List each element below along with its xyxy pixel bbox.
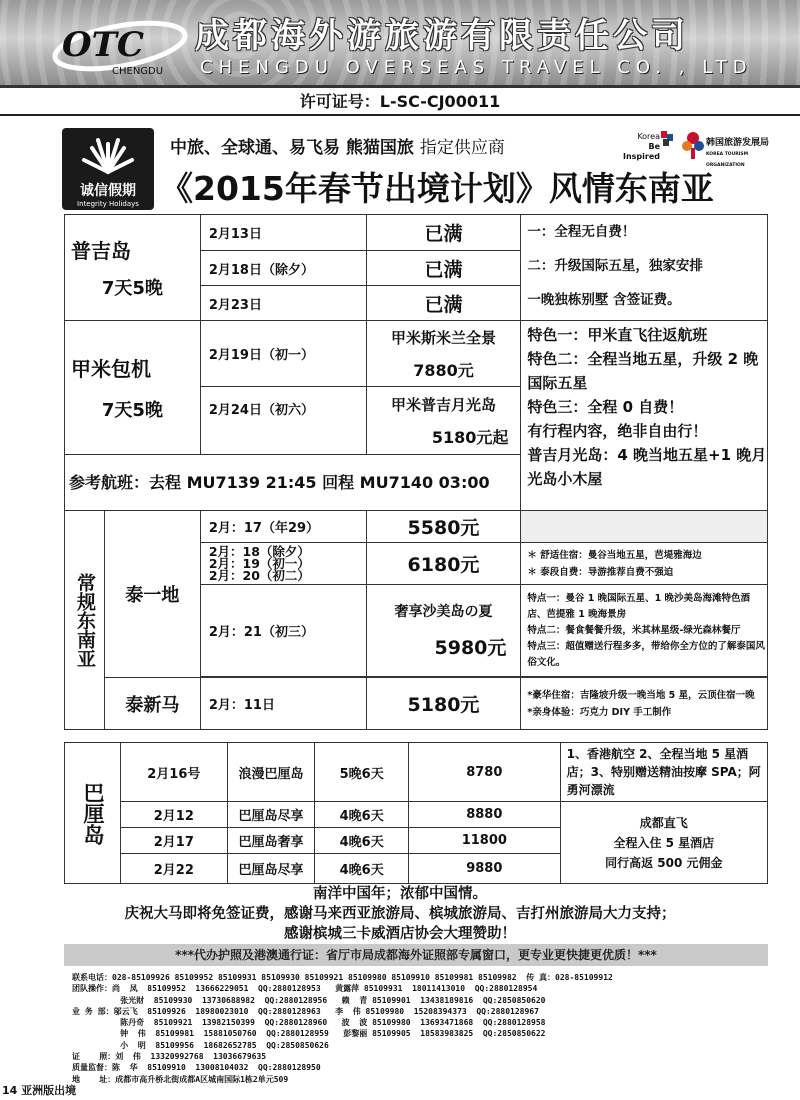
bali-label: 巴厘岛 bbox=[65, 743, 121, 884]
bali-date: 2月22 bbox=[121, 854, 228, 884]
bali-product: 浪漫巴厘岛 bbox=[227, 743, 315, 802]
bali-note2-line: 同行高返 500 元佣金 bbox=[605, 855, 723, 870]
kto-cn: 韩国旅游发展局 bbox=[706, 138, 770, 148]
logo-city: CHENGDU bbox=[112, 66, 164, 76]
phuket-status: 已满 bbox=[366, 286, 521, 321]
company-name-cn: 成都海外游旅游有限责任公司 bbox=[195, 16, 689, 56]
slogan-line: 感谢槟城三卡威酒店协会大理赞助！ bbox=[284, 926, 516, 942]
brand-en: Integrity Holidays bbox=[77, 200, 139, 208]
table-row bbox=[65, 678, 768, 730]
phuket-date: 2月18日（除夕） bbox=[200, 251, 366, 286]
bali-note2-line: 全程入住 5 星酒店 bbox=[613, 835, 715, 850]
company-name-en: CHENGDU OVERSEAS TRAVEL CO. , LTD bbox=[200, 57, 753, 78]
page-title: 《2015年春节出境计划》风情东南亚 bbox=[160, 169, 714, 208]
krabi-feature: 普吉月光岛：4 晚当地五星+1 晚月光岛小木屋 bbox=[527, 446, 767, 488]
krabi-product: 甲米普吉月光岛 bbox=[390, 395, 496, 414]
thai-note: ＊ 泰段自费：导游推荐自费不强迫 bbox=[527, 566, 674, 578]
thai-note2 bbox=[521, 585, 768, 677]
thai-note: ＊ 舒适住宿：曼谷当地五星，芭堤雅海边 bbox=[527, 549, 702, 561]
table-row bbox=[65, 321, 768, 387]
krabi-date: 2月24日（初六） bbox=[200, 387, 366, 455]
bali-table bbox=[64, 742, 768, 884]
bali-price: 8780 bbox=[409, 743, 561, 802]
thai-name: 泰一地 bbox=[104, 511, 200, 678]
phuket-notes bbox=[521, 215, 768, 321]
tsm-note: *豪华住宿：吉隆坡升级一晚当地 5 星，云顶住宿一晚 bbox=[527, 689, 755, 701]
bali-price: 11800 bbox=[409, 828, 561, 854]
krabi-duration: 7天5晚 bbox=[101, 400, 163, 421]
bali-days: 4晚6天 bbox=[315, 828, 409, 854]
partners-suffix: 指定供应商 bbox=[419, 138, 505, 158]
thai-date: 2月：21（初三） bbox=[200, 585, 366, 677]
brand-cn: 诚信假期 bbox=[80, 183, 136, 199]
phuket-note: 一：全程无自费！ bbox=[527, 224, 636, 240]
phuket-status: 已满 bbox=[366, 215, 521, 251]
thai-product-cell bbox=[366, 585, 521, 677]
integrity-holidays-logo bbox=[62, 128, 154, 210]
thai-feature: 特点二：餐食餐餐升级，米其林星级-绿光森林餐厅 bbox=[527, 624, 741, 636]
kto-en: KOREA TOURISM ORGANIZATION bbox=[706, 152, 749, 168]
slogan-line: 庆祝大马即将免签证费，感谢马来西亚旅游局、槟城旅游局、吉打州旅游局大力支持； bbox=[124, 906, 676, 922]
table-row bbox=[65, 802, 768, 828]
bali-price: 8880 bbox=[409, 802, 561, 828]
thai-date: 2月：17（年29） bbox=[200, 511, 366, 543]
visa-service-bar: ***代办护照及港澳通行证：省厅市局成都海外证照部专属窗口，更专业更快捷更优质！*** bbox=[64, 944, 768, 966]
phuket-duration: 7天5晚 bbox=[101, 278, 163, 299]
bali-price: 9880 bbox=[409, 854, 561, 884]
regular-label: 常规东南亚 bbox=[65, 511, 105, 730]
thai-price: 5980元 bbox=[434, 637, 507, 659]
krabi-product-cell bbox=[366, 321, 521, 387]
page-footer: 14 亚洲版出境 bbox=[2, 1084, 77, 1097]
thai-note1 bbox=[521, 543, 768, 585]
table-row bbox=[65, 743, 768, 802]
krabi-flight: 参考航班：去程 MU7139 21:45 回程 MU7140 03:00 bbox=[65, 455, 521, 511]
thai-product: 奢享沙美岛の夏 bbox=[394, 604, 493, 620]
krabi-features bbox=[521, 321, 768, 511]
phuket-status: 已满 bbox=[366, 251, 521, 286]
krabi-cell bbox=[65, 321, 201, 455]
bali-date: 2月12 bbox=[121, 802, 228, 828]
contact-list: 联系电话：028-85109926 85109952 85109931 85109930 85109921 85109980 85109910 85109981 85109982 传 真：028-85109912 团队操作：尚 凤 85109952 13666229051 QQ:2880128953 黄露萍 85109931 18011413010 QQ:2880128954 张光财 85109930 13730688982 QQ:2880128956 赖 青 85109901 13438189816 QQ:2850850620 业 务 部：邬云飞 85109926 18980023010 QQ:2880128963 李 伟 85109980 15208394373 QQ:2880128967 陈丹奇 85109921 13982150399 QQ:2880128960 波 波 85109980 13693471868 QQ:2880128958 钟 伟 85109981 15881050760 QQ:2880128959 彭黎丽 85109905 18583983825 QQ:2850850622 小 明 85109956 18682652785 QQ:2850850626 证 照：刘 伟 13320992768 13036679635 质量监督：陈 华 85109910 13008104032 QQ:2880128950 地 址：成都市高升桥北街成都A区城南国际1栋2单元509 bbox=[72, 973, 613, 1084]
krabi-product-cell bbox=[366, 387, 521, 455]
bali-product: 巴厘岛尽享 bbox=[227, 802, 315, 828]
table-row bbox=[65, 511, 768, 543]
be-inspired-text: Be Inspired bbox=[623, 142, 660, 161]
korea-brand-icon bbox=[660, 130, 674, 148]
thai-price: 5580元 bbox=[366, 511, 521, 543]
krabi-feature: 有行程内容，绝非自由行！ bbox=[527, 422, 708, 440]
bali-note2-line: 成都直飞 bbox=[639, 815, 688, 830]
tour-table bbox=[64, 214, 768, 730]
bali-days: 4晚6天 bbox=[315, 854, 409, 884]
thai-price: 6180元 bbox=[366, 543, 521, 585]
slogan-line: 南洋中国年；浓郁中国情。 bbox=[313, 886, 487, 902]
bali-date: 2月17 bbox=[121, 828, 228, 854]
kto-icon bbox=[680, 130, 706, 160]
bali-days: 4晚6天 bbox=[315, 802, 409, 828]
bali-note2 bbox=[560, 802, 767, 884]
krabi-price: 5180元起 bbox=[431, 427, 509, 447]
tsm-notes bbox=[521, 678, 768, 730]
flower-icon bbox=[78, 132, 138, 176]
tsm-price: 5180元 bbox=[366, 678, 521, 730]
krabi-feature: 特色一：甲米直飞往返航班 bbox=[527, 326, 708, 344]
tsm-note: *亲身体验：巧克力 DIY 手工制作 bbox=[527, 706, 672, 718]
partners-names: 中旅、全球通、易飞易 熊猫国旅 bbox=[170, 138, 414, 158]
empty-note bbox=[521, 511, 768, 543]
phuket-note: 二：升级国际五星，独家安排 bbox=[527, 258, 703, 274]
korea-logo-text: Korea bbox=[637, 132, 660, 141]
phuket-date: 2月23日 bbox=[200, 286, 366, 321]
partner-list bbox=[170, 133, 505, 158]
license-number: 许可证号：L-SC-CJ00011 bbox=[0, 88, 800, 116]
logo-text: OTC bbox=[62, 25, 144, 65]
phuket-cell bbox=[65, 215, 201, 321]
phuket-date: 2月13日 bbox=[200, 215, 366, 251]
krabi-price: 7880元 bbox=[413, 360, 474, 380]
thai-date: 2月：18（除夕） 2月：19（初一） 2月：20（初二） bbox=[200, 543, 366, 585]
korea-be-inspired-logo bbox=[610, 132, 660, 162]
otc-logo bbox=[50, 16, 190, 76]
krabi-date: 2月19日（初一） bbox=[200, 321, 366, 387]
tsm-date: 2月：11日 bbox=[200, 678, 366, 730]
bali-days: 5晚6天 bbox=[315, 743, 409, 802]
slogans bbox=[0, 884, 800, 944]
kto-text bbox=[706, 138, 780, 171]
krabi-feature: 特色三：全程 0 自费！ bbox=[527, 398, 684, 416]
bali-product: 巴厘岛尽享 bbox=[227, 854, 315, 884]
krabi-feature: 特色二：全程当地五星，升级 2 晚国际五星 bbox=[527, 350, 759, 392]
krabi-name: 甲米包机 bbox=[71, 357, 151, 381]
thai-feature: 特点一：曼谷 1 晚国际五星、1 晚沙美岛海滩特色酒店、芭提雅 1 晚海景房 bbox=[527, 592, 751, 620]
thai-feature: 特点三：超值赠送行程多多，带给你全方位的了解泰国风俗文化。 bbox=[527, 640, 765, 668]
krabi-product: 甲米斯米兰全景 bbox=[390, 328, 496, 347]
korea-logos bbox=[610, 130, 780, 168]
phuket-note: 一晚独栋别墅 含签证费。 bbox=[527, 292, 681, 308]
phuket-name: 普吉岛 bbox=[71, 239, 131, 263]
bali-date: 2月16号 bbox=[121, 743, 228, 802]
bali-note1: 1、香港航空 2、全程当地 5 星酒店；3、特别赠送精油按摩 SPA；阿勇河漂流 bbox=[560, 743, 767, 802]
tsm-name: 泰新马 bbox=[104, 678, 200, 730]
table-row bbox=[65, 215, 768, 251]
bali-product: 巴厘岛奢享 bbox=[227, 828, 315, 854]
